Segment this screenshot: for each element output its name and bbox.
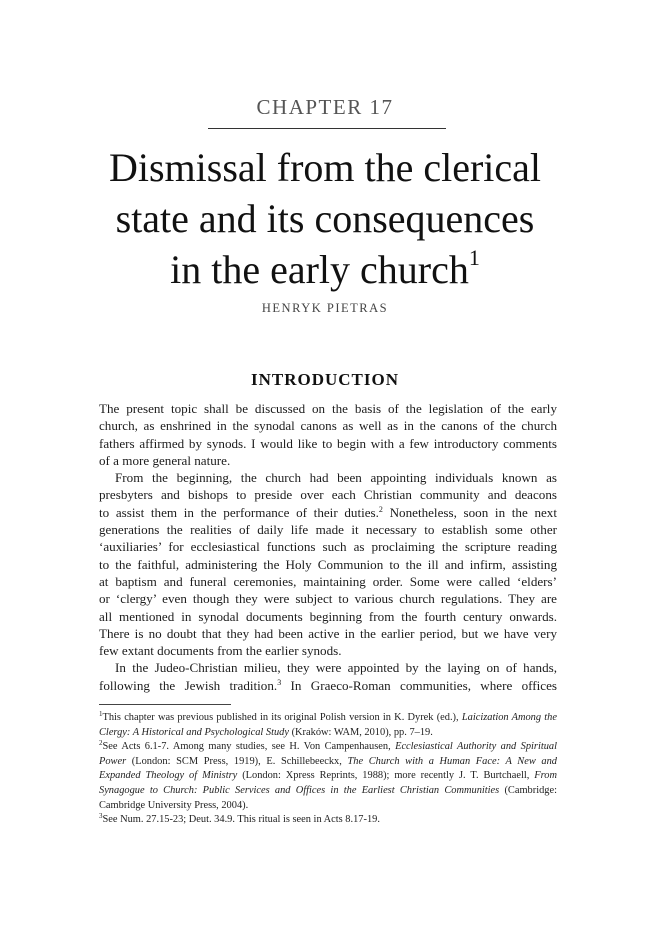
text-run: Laicization Among the bbox=[461, 712, 557, 723]
body-text bbox=[99, 400, 557, 694]
text-run: Synagogue to Church: Public Services and Offices in the Earliest Christian Communities bbox=[99, 784, 500, 796]
footnote-line bbox=[99, 740, 557, 755]
section-heading: INTRODUCTION bbox=[250, 370, 400, 389]
text-line: presbyters and bishops to preside over each Christian community and deacons bbox=[99, 487, 557, 503]
text-run: The Church with a Human Face: A New and bbox=[347, 755, 557, 767]
footnote-number: 3 bbox=[99, 813, 103, 821]
text-line: From the beginning, the church had been appointing individuals known as bbox=[115, 470, 557, 486]
text-run: This chapter was previous published in its original Polish version in K. Dyrek (ed.), bbox=[102, 712, 462, 723]
author-name: HENRYK PIETRAS bbox=[261, 301, 389, 315]
text-line: at baptism and funeral ceremonies, maintaining order. Some were called ‘elders’ bbox=[99, 573, 557, 589]
footnote-divider bbox=[99, 704, 231, 705]
text-line: of a more general nature. bbox=[99, 452, 231, 468]
footnote-line bbox=[99, 769, 557, 784]
text-line: all mentioned in synodal documents beginning from the fourth century onwards. bbox=[99, 608, 557, 624]
chapter-label: CHAPTER 17 bbox=[256, 95, 394, 119]
title-line bbox=[60, 244, 590, 295]
text-line: church, as enshrined in the synodal canons as well as in the canons of the church bbox=[99, 418, 557, 434]
footnote-line: Cambridge University Press, 2004). bbox=[99, 799, 249, 811]
text-line: to the faithful, administering the Holy Communion to the ill and infirm, assisting bbox=[99, 556, 557, 572]
footnote-mark: 3 bbox=[277, 677, 282, 687]
text-run: Power bbox=[99, 755, 127, 767]
text-run: From bbox=[534, 770, 557, 782]
text-run: Nonetheless, soon in the next bbox=[382, 504, 557, 520]
text-run: (London: Xpress Reprints, 1988); more recently J. T. Burtchaell, bbox=[237, 770, 535, 782]
footnote-line bbox=[99, 755, 557, 770]
footnote-line bbox=[99, 813, 557, 828]
text-line: The present topic shall be discussed on the basis of the legislation of the early bbox=[99, 401, 557, 416]
title-footnote-mark: 1 bbox=[468, 245, 480, 270]
text-line bbox=[99, 504, 557, 521]
text-line: generations the realities of daily life made it necessary to establish some other bbox=[99, 522, 557, 538]
footnote-line bbox=[99, 784, 557, 799]
footnote-mark: 2 bbox=[378, 504, 383, 514]
chapter-title bbox=[60, 142, 590, 295]
footnote-line bbox=[99, 726, 557, 741]
footnotes bbox=[99, 711, 557, 828]
text-run: Expanded Theology of Ministry bbox=[99, 770, 238, 782]
text-run: Clergy: A Historical and Psychological Study bbox=[99, 726, 289, 738]
text-run: See Num. 27.15-23; Deut. 34.9. This ritual is seen in Acts 8.17-19. bbox=[102, 814, 380, 826]
text-run: (Cambridge: bbox=[499, 784, 557, 796]
text-run: In Graeco-Roman communities, where offices bbox=[281, 677, 557, 693]
text-run: following the Jewish tradition. bbox=[99, 677, 278, 693]
footnote-line bbox=[99, 711, 557, 726]
text-line: In the Judeo-Christian milieu, they were appointed by the laying on of hands, bbox=[115, 660, 557, 676]
footnote-number: 2 bbox=[99, 740, 103, 748]
title-line: Dismissal from the clerical bbox=[108, 145, 542, 190]
text-line: ‘auxiliaries’ for ecclesiastical functions such as proclaiming the scripture reading bbox=[99, 539, 557, 555]
text-line bbox=[99, 677, 557, 694]
title-line: state and its consequences bbox=[115, 196, 535, 241]
chapter-divider bbox=[208, 128, 446, 129]
title-line-text: in the early church bbox=[170, 247, 469, 292]
text-line: There is no doubt that they had been active in the earlier period, but we have very bbox=[99, 625, 557, 641]
text-run: See Acts 6.1-7. Among many studies, see H. Von Campenhausen, bbox=[102, 741, 396, 753]
text-run: (Kraków: WAM, 2010), pp. 7–19. bbox=[289, 726, 433, 738]
text-line: fathers affirmed by synods. I would like to begin with a few introductory comments bbox=[99, 435, 557, 451]
text-line: few extant documents from the earlier synods. bbox=[99, 643, 342, 659]
text-run: (London: SCM Press, 1919), E. Schillebeeckx, bbox=[126, 755, 348, 767]
text-line: or ‘clergy’ even though they were subject to various church regulations. They are bbox=[99, 591, 557, 607]
text-run: Ecclesiastical Authority and Spiritual bbox=[395, 741, 557, 753]
text-run: to assist them in the performance of their duties. bbox=[99, 504, 379, 520]
footnote-number: 1 bbox=[99, 711, 103, 718]
